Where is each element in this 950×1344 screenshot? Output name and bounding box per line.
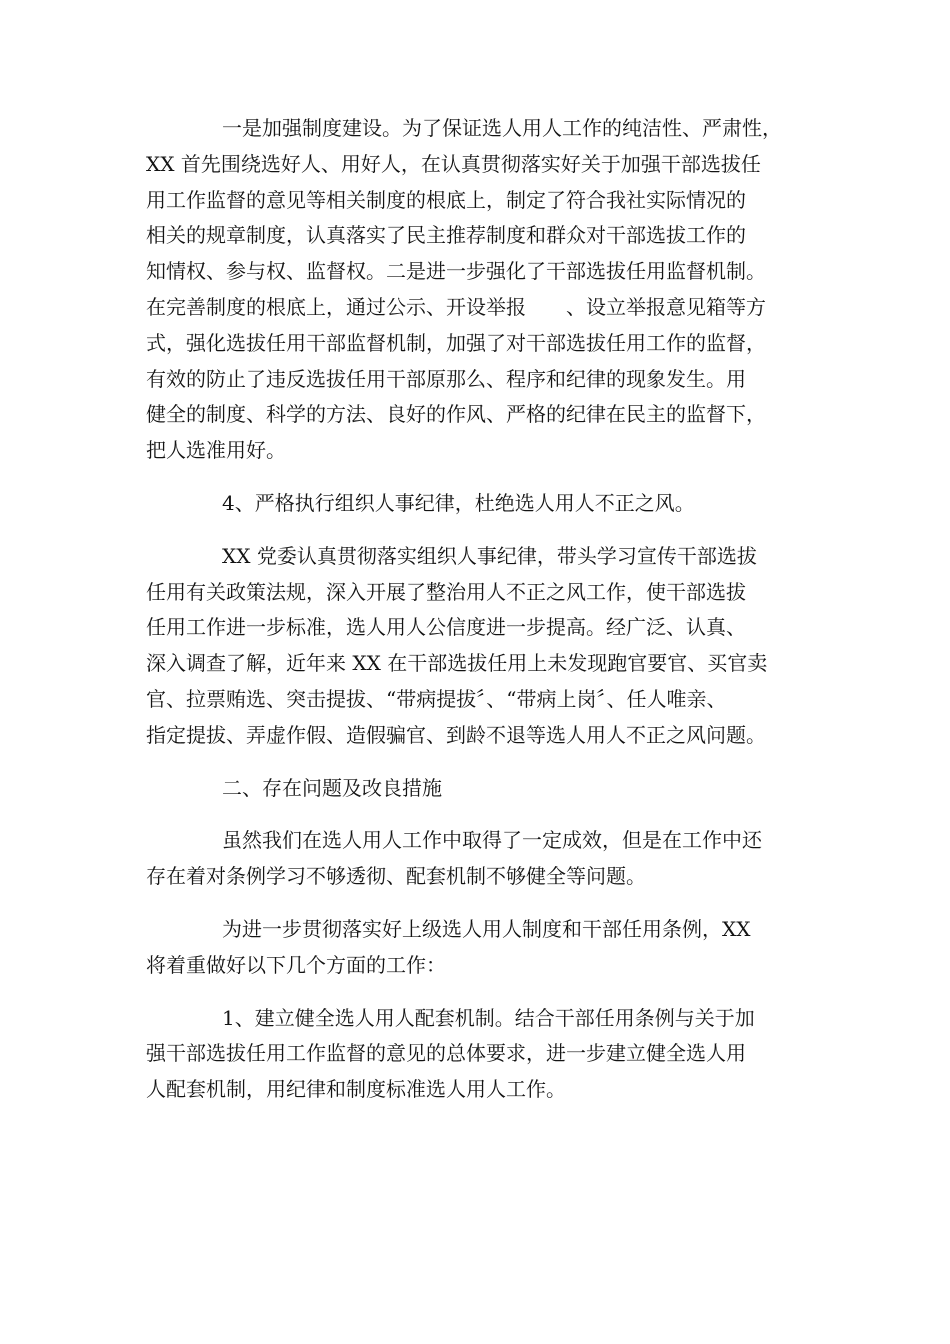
text-line: 存在着对条例学习不够透彻、配套机制不够健全等问题。 (146, 864, 646, 889)
text-line: 知情权、参与权、监督权。二是进一步强化了干部选拔任用监督机制。 (146, 259, 766, 284)
section-heading-discipline (146, 486, 811, 522)
text-line: 用工作监督的意见等相关制度的根底上，制定了符合我社实际情况的 (146, 187, 746, 212)
section-heading-problems (146, 771, 811, 807)
text-line: 二、存在问题及改良措施 (222, 775, 442, 800)
text-line: 任用有关政策法规，深入开展了整治用人不正之风工作，使干部选拔 (146, 579, 746, 604)
text-line: XX 首先围绕选好人、用好人，在认真贯彻落实好关于加强干部选拔任 (146, 151, 761, 176)
text-line: 4、严格执行组织人事纪律，杜绝选人用人不正之风。 (222, 490, 695, 515)
text-line: 一是加强制度建设。为了保证选人用人工作的纯洁性、严肃性， (222, 116, 782, 140)
paragraph-further-work (146, 912, 811, 984)
text-line: XX 党委认真贯彻落实组织人事纪律，带头学习宣传干部选拔 (222, 543, 757, 568)
text-line: 任用工作进一步标准，选人用人公信度进一步提高。经广泛、认真、 (146, 615, 746, 640)
paragraph-supporting-mechanism (146, 1001, 811, 1108)
text-line: 有效的防止了违反选拔任用干部原那么、程序和纪律的现象发生。用 (146, 366, 746, 391)
paragraph-discipline-detail (146, 539, 811, 754)
text-line: 相关的规章制度，认真落实了民主推荐制度和群众对干部选拔工作的 (146, 223, 746, 248)
text-line: 人配套机制，用纪律和制度标准选人用人工作。 (146, 1077, 566, 1102)
paragraph-system-building (146, 111, 811, 469)
text-line: 指定提拔、弄虚作假、造假骗官、到龄不退等选人用人不正之风问题。 (146, 722, 766, 747)
text-line: 官、拉票贿选、突击提拔、“带病提拔〞、“带病上岗〞、任人唯亲、 (146, 686, 727, 711)
text-line: 把人选准用好。 (146, 438, 286, 463)
text-line: 深入调查了解，近年来 XX 在干部选拔任用上未发现跑官要官、买官卖 (146, 651, 768, 676)
text-line: 式，强化选拔任用干部监督机制，加强了对干部选拔任用工作的监督， (146, 330, 766, 355)
text-line: 虽然我们在选人用人工作中取得了一定成效，但是在工作中还 (222, 828, 762, 853)
text-line: 将着重做好以下几个方面的工作： (146, 952, 446, 977)
document-body (146, 111, 811, 1108)
text-line: 在完善制度的根底上，通过公示、开设举报 、设立举报意见箱等方 (146, 294, 766, 319)
text-line: 为进一步贯彻落实好上级选人用人制度和干部任用条例，XX (222, 916, 751, 941)
text-line: 健全的制度、科学的方法、良好的作风、严格的纪律在民主的监督下， (146, 402, 766, 427)
text-line: 强干部选拔任用工作监督的意见的总体要求，进一步建立健全选人用 (146, 1041, 746, 1066)
text-line: 1、建立健全选人用人配套机制。结合干部任用条例与关于加 (222, 1005, 755, 1030)
paragraph-problems (146, 823, 811, 895)
